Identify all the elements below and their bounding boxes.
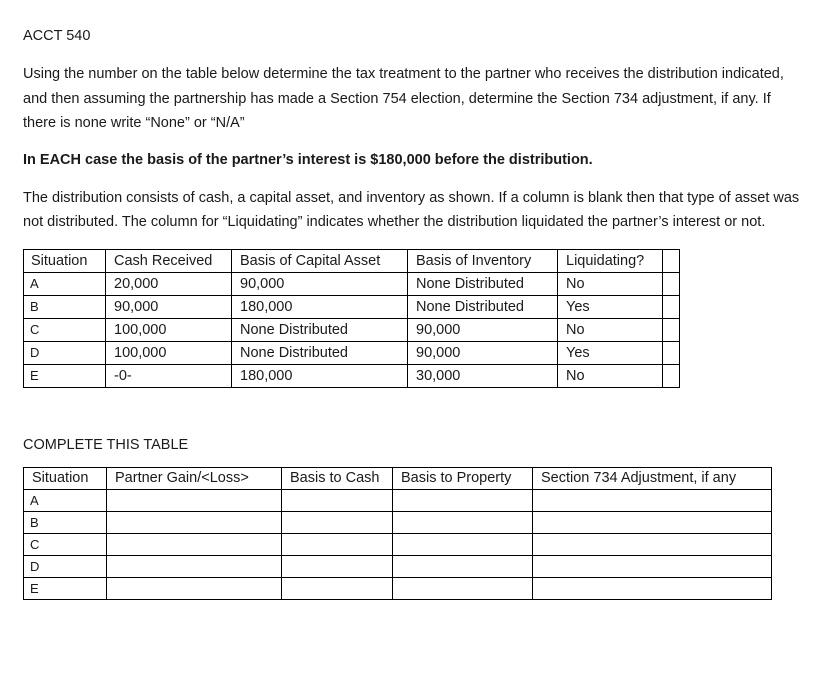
inventory-cell: None Distributed bbox=[408, 295, 558, 318]
empty-cell bbox=[663, 318, 680, 341]
given-distributions-table bbox=[23, 249, 680, 388]
answer-cell[interactable] bbox=[107, 511, 282, 533]
table-header-row bbox=[24, 467, 772, 489]
inventory-cell: 90,000 bbox=[408, 341, 558, 364]
liquidating-cell: Yes bbox=[558, 295, 663, 318]
answer-cell[interactable] bbox=[393, 533, 533, 555]
answer-cell[interactable] bbox=[533, 577, 772, 599]
answer-cell[interactable] bbox=[282, 511, 393, 533]
answer-cell[interactable] bbox=[282, 533, 393, 555]
distribution-note: The distribution consists of cash, a capital asset, and inventory as shown. If a column is blank then that type of asset was not distributed. The column for “Liquidating” indicates whether the distribution liquidated the partner’s interest or not. bbox=[23, 189, 800, 230]
header-inventory: Basis of Inventory bbox=[408, 249, 558, 272]
table-row bbox=[24, 272, 680, 295]
complete-table-title: COMPLETE THIS TABLE bbox=[23, 436, 189, 453]
table-row bbox=[24, 489, 772, 511]
spacer bbox=[23, 388, 803, 435]
table-row bbox=[24, 318, 680, 341]
answer-cell[interactable] bbox=[533, 511, 772, 533]
header-cash-received: Cash Received bbox=[106, 249, 232, 272]
header-section-734-adjustment: Section 734 Adjustment, if any bbox=[533, 467, 772, 489]
answer-cell[interactable] bbox=[533, 533, 772, 555]
situation-cell: E bbox=[24, 577, 107, 599]
capital-asset-cell: None Distributed bbox=[232, 318, 408, 341]
header-liquidating: Liquidating? bbox=[558, 249, 663, 272]
empty-cell bbox=[663, 364, 680, 387]
empty-cell bbox=[663, 341, 680, 364]
capital-asset-cell: 180,000 bbox=[232, 295, 408, 318]
header-partner-gain-loss: Partner Gain/<Loss> bbox=[107, 467, 282, 489]
answer-cell[interactable] bbox=[107, 489, 282, 511]
answer-cell[interactable] bbox=[533, 489, 772, 511]
empty-cell bbox=[663, 249, 680, 272]
table-row bbox=[24, 533, 772, 555]
inventory-cell: 90,000 bbox=[408, 318, 558, 341]
situation-cell: B bbox=[24, 511, 107, 533]
situation-cell: C bbox=[24, 533, 107, 555]
cash-cell: 90,000 bbox=[106, 295, 232, 318]
answer-cell[interactable] bbox=[393, 489, 533, 511]
inventory-cell: None Distributed bbox=[408, 272, 558, 295]
answer-cell[interactable] bbox=[393, 577, 533, 599]
answer-cell[interactable] bbox=[393, 555, 533, 577]
answer-cell[interactable] bbox=[282, 555, 393, 577]
answer-cell[interactable] bbox=[282, 577, 393, 599]
capital-asset-cell: 180,000 bbox=[232, 364, 408, 387]
header-capital-asset: Basis of Capital Asset bbox=[232, 249, 408, 272]
answer-cell[interactable] bbox=[393, 511, 533, 533]
basis-note: In EACH case the basis of the partner’s interest is $180,000 before the distribution. bbox=[23, 151, 593, 168]
header-basis-to-cash: Basis to Cash bbox=[282, 467, 393, 489]
situation-cell: C bbox=[24, 318, 106, 341]
cash-cell: 100,000 bbox=[106, 341, 232, 364]
situation-cell: A bbox=[24, 489, 107, 511]
table-row bbox=[24, 577, 772, 599]
table-row bbox=[24, 364, 680, 387]
inventory-cell: 30,000 bbox=[408, 364, 558, 387]
empty-cell bbox=[663, 272, 680, 295]
answer-cell[interactable] bbox=[107, 555, 282, 577]
header-situation: Situation bbox=[24, 467, 107, 489]
table-row bbox=[24, 295, 680, 318]
answer-cell[interactable] bbox=[107, 533, 282, 555]
empty-cell bbox=[663, 295, 680, 318]
answer-cell[interactable] bbox=[107, 577, 282, 599]
situation-cell: E bbox=[24, 364, 106, 387]
table-row bbox=[24, 555, 772, 577]
table-header-row bbox=[24, 249, 680, 272]
header-basis-to-property: Basis to Property bbox=[393, 467, 533, 489]
situation-cell: B bbox=[24, 295, 106, 318]
cash-cell: -0- bbox=[106, 364, 232, 387]
answer-table bbox=[23, 467, 772, 600]
capital-asset-cell: 90,000 bbox=[232, 272, 408, 295]
course-title: ACCT 540 bbox=[23, 28, 91, 44]
answer-cell[interactable] bbox=[533, 555, 772, 577]
header-situation: Situation bbox=[24, 249, 106, 272]
situation-cell: A bbox=[24, 272, 106, 295]
table-row bbox=[24, 341, 680, 364]
liquidating-cell: Yes bbox=[558, 341, 663, 364]
table-row bbox=[24, 511, 772, 533]
situation-cell: D bbox=[24, 555, 107, 577]
capital-asset-cell: None Distributed bbox=[232, 341, 408, 364]
cash-cell: 20,000 bbox=[106, 272, 232, 295]
intro-paragraph: Using the number on the table below determine the tax treatment to the partner who receives the distribution indicated, and then assuming the partnership has made a Section 754 election, determine the Section 734 adjustment, if any. If there is none write “None” or “N/A” bbox=[23, 66, 784, 131]
cash-cell: 100,000 bbox=[106, 318, 232, 341]
document-page bbox=[23, 26, 803, 600]
liquidating-cell: No bbox=[558, 318, 663, 341]
situation-cell: D bbox=[24, 341, 106, 364]
answer-cell[interactable] bbox=[282, 489, 393, 511]
liquidating-cell: No bbox=[558, 364, 663, 387]
liquidating-cell: No bbox=[558, 272, 663, 295]
